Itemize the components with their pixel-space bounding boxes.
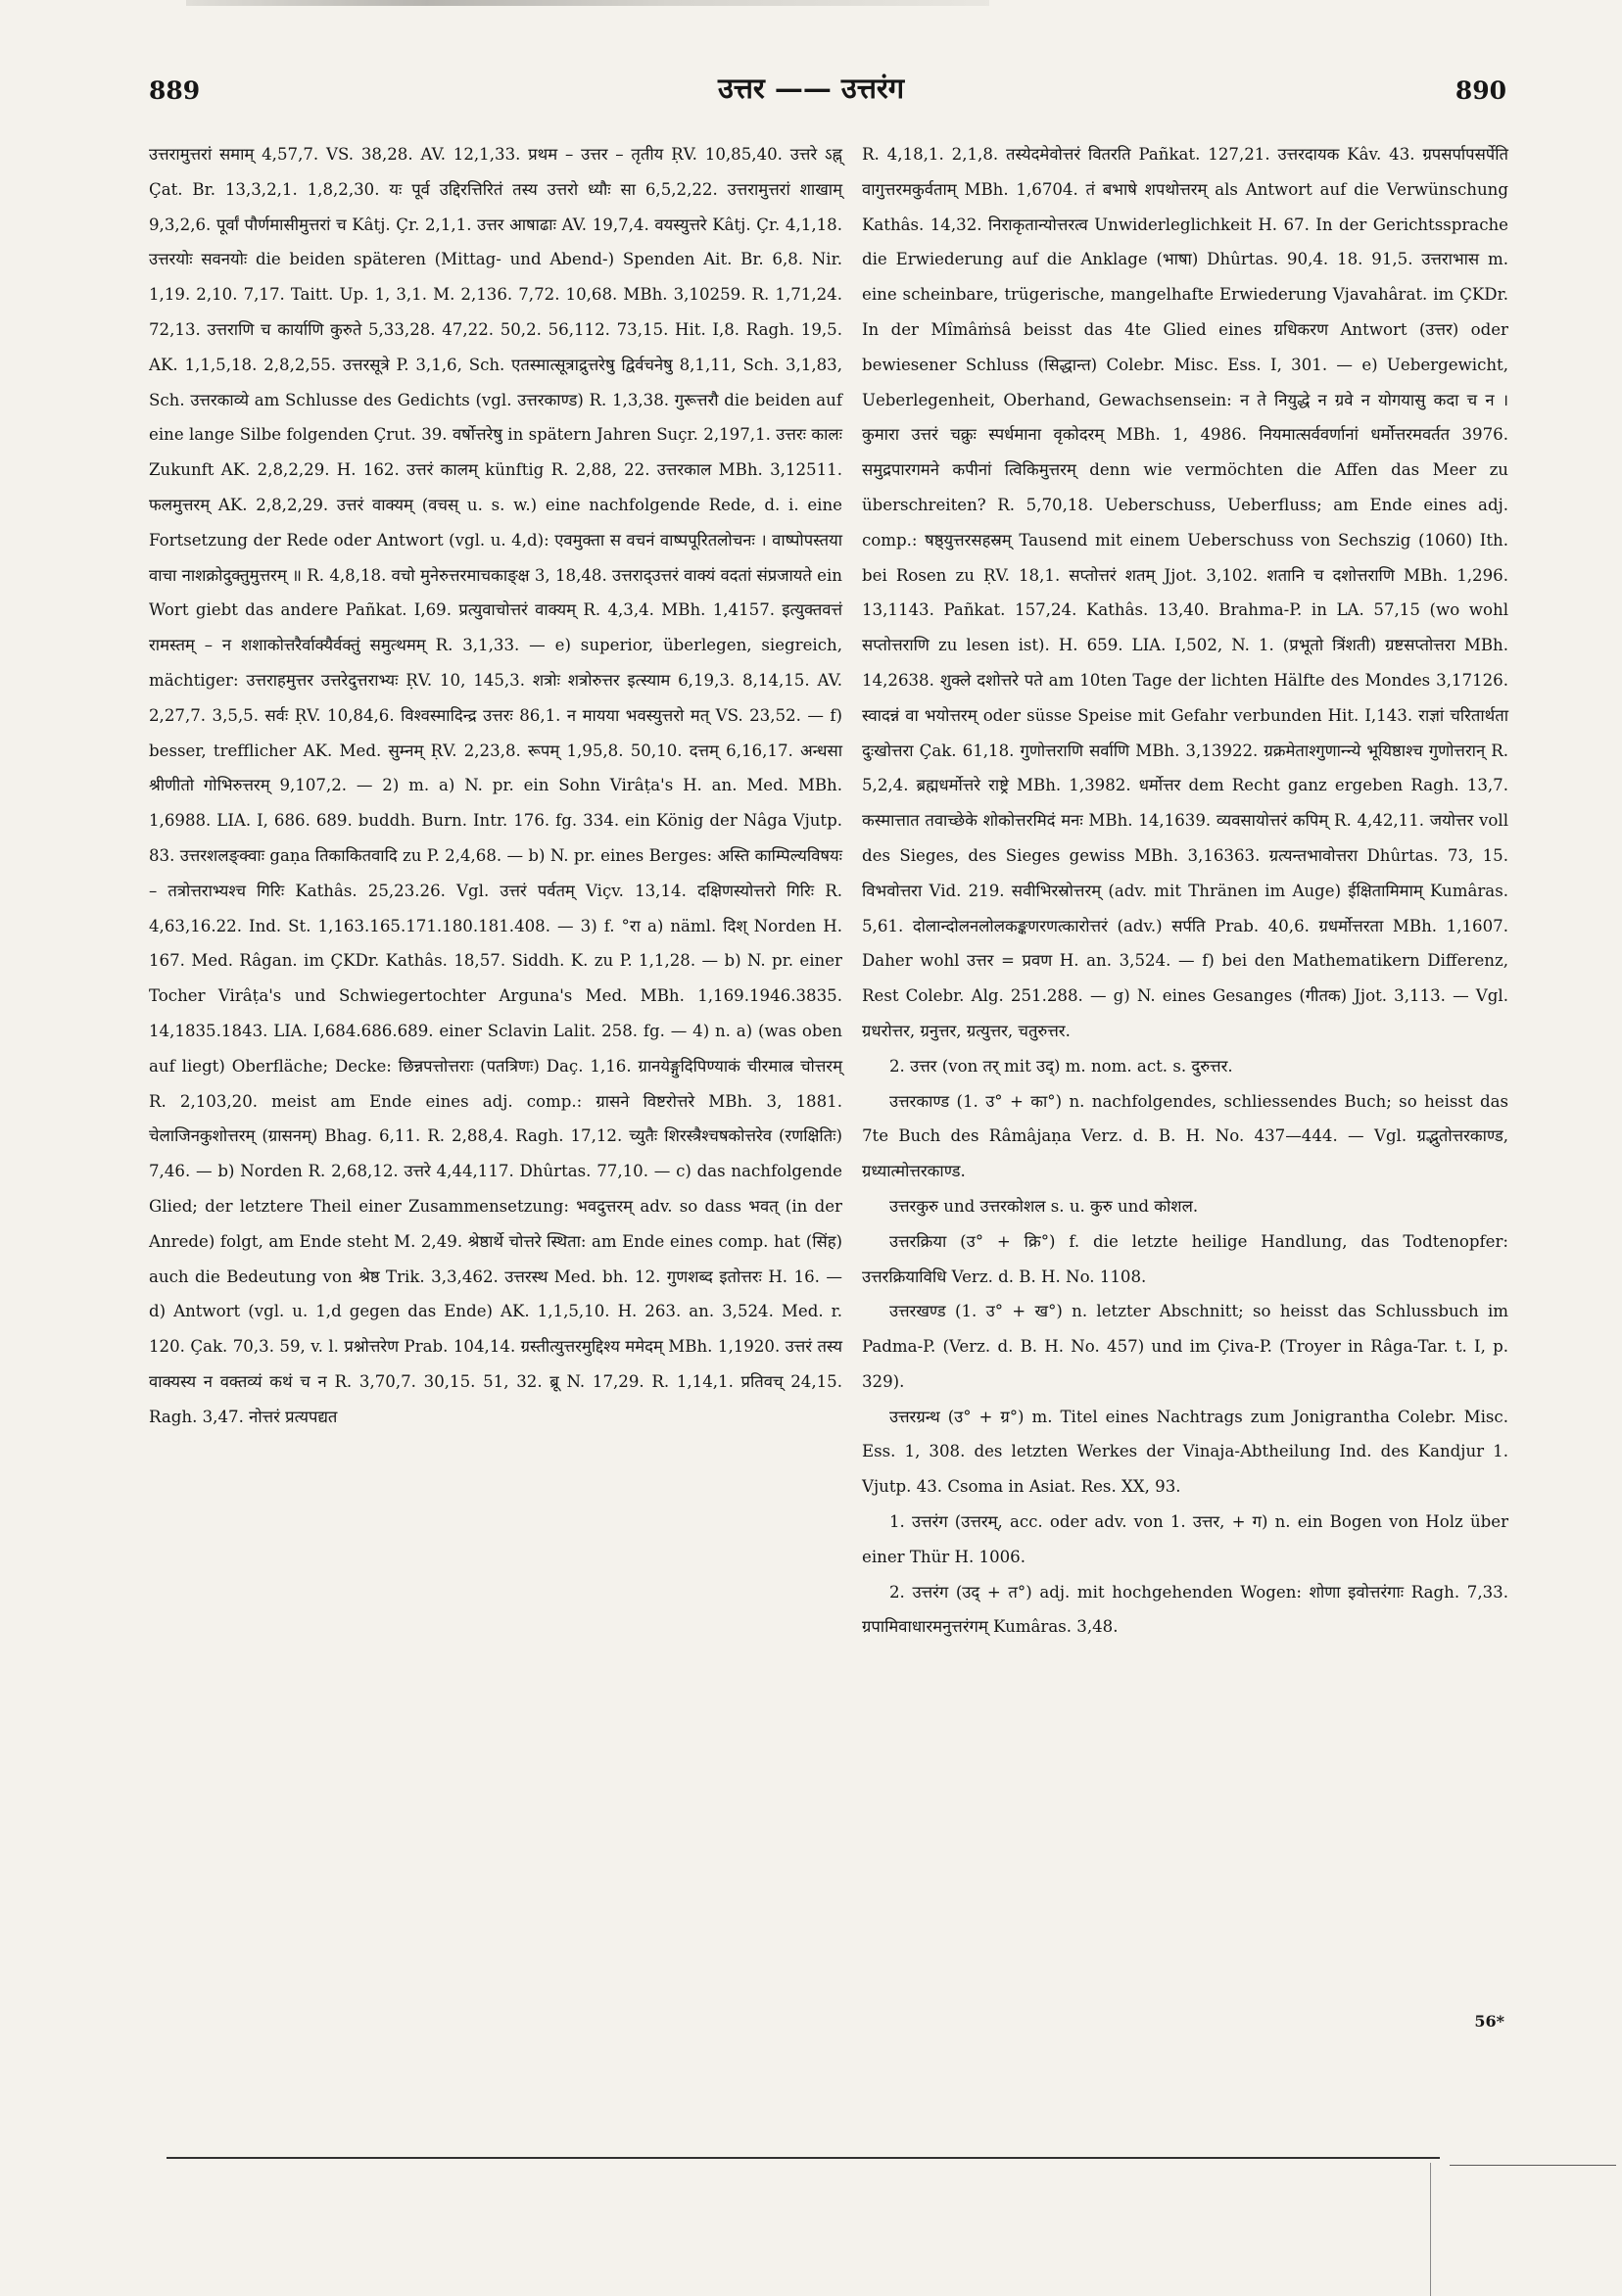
- running-head: उत्तर —— उत्तरंग: [717, 72, 905, 105]
- left-column-text: उत्तरामुत्तरां समाम् 4,57,7. VS. 38,28. AV. 12,1,33. प्रथम – उत्तर – तृतीय ṚV. 10,85,40. उत्तरे ऽह्न् Çat. Br. 13,3,2,1. 1,8,2,30. यः पूर्व उद्दिरत्तिरितं तस्य उत्तरो ध्यौः सा 6,5,2,22. उत्तरामुत्तरां शाखाम् 9,3,2,6. पूर्वां पौर्णमासीमुत्तरां च Kâtj. Çr. 2,1,1. उत्तर आषाढाः AV. 19,7,4. वयस्युत्तरे Kâtj. Çr. 4,1,18. उत्तरयोः सवनयोः die beiden späteren (Mittag- und Abend-) Spenden Ait. Br. 6,8. Nir. 1,19. 2,10. 7,17. Taitt. Up. 1, 3,1. M. 2,136. 7,72. 10,68. MBh. 3,10259. R. 1,71,24. 72,13. उत्तराणि च कार्याणि कुरुते 5,33,28. 47,22. 50,2. 56,112. 73,15. Hit. I,8. Ragh. 19,5. AK. 1,1,5,18. 2,8,2,55. उत्तरसूत्रे P. 3,1,6, Sch. एतस्मात्सूत्राद्रुत्तरेषु द्विर्वचनेषु 8,1,11, Sch. 3,1,83, Sch. उत्तरकाव्ये am Schlusse des Gedichts (vgl. उत्तरकाण्ड) R. 1,3,38. गुरूत्तरौ die beiden auf eine lange Silbe folgenden Çrut. 39. वर्षोत्तरेषु in spätern Jahren Suçr. 2,197,1. उत्तरः कालः Zukunft AK. 2,8,2,29. H. 162. उत्तरं कालम् künftig R. 2,88, 22. उत्तरकाल MBh. 3,12511. फलमुत्तरम् AK. 2,8,2,29. उत्तरं वाक्यम् (वचस् u. s. w.) eine nachfolgende Rede, d. i. eine Fortsetzung der Rede oder Antwort (vgl. u. 4,d): एवमुक्ता स वचनं वाष्पपूरितलोचनः । वाष्पोपस्तया वाचा नाशक्रोदुक्तुमुत्तरम् ॥ R. 4,8,18. वचो मुनेरुत्तरमाचकाङ्क्ष 3, 18,48. उत्तराद्उत्तरं वाक्यं वदतां संप्रजायते ein Wort giebt das andere Pañkat. I,69. प्रत्युवाचोत्तरं वाक्यम् R. 4,3,4. MBh. 1,4157. इत्युक्तवत्तं रामस्तम् – न शशाकोत्तरैर्वाक्यैर्वक्तुं समुत्थमम् R. 3,1,33. — e) superior, überlegen, siegreich, mächtiger: उत्तराहमुत्तर उत्तरेदुत्तराभ्यः ṚV. 10, 145,3. शत्रोः शत्रोरुत्तर इत्स्याम 6,19,3. 8,14,15. AV. 2,27,7. 3,5,5. सर्वः ṚV. 10,84,6. विश्वस्मादिन्द्र उत्तरः 86,1. न मायया भवस्युत्तरो मत् VS. 23,52. — f) besser, trefflicher AK. Med. सुम्नम् ṚV. 2,23,8. रूपम् 1,95,8. 50,10. दत्तम् 6,16,17. अन्धसा श्रीणीतो गोभिरुत्तरम् 9,107,2. — 2) m. a) N. pr. ein Sohn Virâṭa's H. an. Med. MBh. 1,6988. LIA. I, 686. 689. buddh. Burn. Intr. 176. fg. 334. ein König der Nâga Vjutp. 83. उत्तरशलङ्क्वाः gaṇa तिकाकितवादि zu P. 2,4,68. — b) N. pr. eines Berges: अस्ति काम्पिल्यविषयः – तत्रोत्तराभ्यश्च गिरिः Kathâs. 25,23.26. Vgl. उत्तरं पर्वतम् Viçv. 13,14. दक्षिणस्योत्तरो गिरिः R. 4,63,16.22. Ind. St. 1,163.165.171.180.181.408. — 3) f. °रा a) näml. दिश् Norden H. 167. Med. Râgan. im ÇKDr. Kathâs. 18,57. Siddh. K. zu P. 1,1,28. — b) N. pr. einer Tocher Virâṭa's und Schwiegertochter Arguna's Med. MBh. 1,169.1946.3835. 14,1835.1843. LIA. I,684.686.689. einer Sclavin Lalit. 258. fg. — 4) n. a) (was oben auf liegt) Oberfläche; Decke: छिन्नपत्तोत्तराः (पतत्रिणः) Daç. 1,16. ग्रानयेङ्गुदिपिण्याकं चीरमाल्र चोत्तरम् R. 2,103,20. meist am Ende eines adj. comp.: ग्रासने विष्टरोत्तरे MBh. 3, 1881. चेलाजिनकुशोत्तरम् (ग्रासनम्) Bhag. 6,11. R. 2,88,4. Ragh. 17,12. च्युतैः शिरस्त्रैश्चषकोत्तरेव (रणक्षितिः) 7,46. — b) Norden R. 2,68,12. उत्तरे 4,44,117. Dhûrtas. 77,10. — c) das nachfolgende Glied; der letztere Theil einer Zusammensetzung: भवदुत्तरम् adv. so dass भवत् (in der Anrede) folgt, am Ende steht M. 2,49. श्रेष्ठार्थे चोत्तरे स्थिता: am Ende eines comp. hat (सिंह) auch die Bedeutung von श्रेष्ठ Trik. 3,3,462. उत्तरस्थ Med. bh. 12. गुणशब्द इतोत्तरः H. 16. — d) Antwort (vgl. u. 1,d gegen das Ende) AK. 1,1,5,10. H. 263. an. 3,524. Med. r. 120. Çak. 70,3. 59, v. l. प्रश्नोत्तरेण Prab. 104,14. ग्रस्तीत्युत्तरमुद्दिश्य ममेदम् MBh. 1,1920. उत्तरं तस्य वाक्यस्य न वक्तव्यं कथं च न R. 3,70,7. 30,15. 51, 32. ब्रू N. 17,29. R. 1,14,1. प्रतिवच् 24,15. Ragh. 3,47. नोत्तरं प्रत्यपद्यत: [149, 145, 842, 1426]
- page-number-left: 889: [149, 76, 201, 105]
- scan-edge-artifact: [186, 0, 989, 6]
- entry-uttaragrantha: उत्तरग्रन्थ (उ° + ग्र°) m. Titel eines Nachtrags zum Jonigrantha Colebr. Misc. Ess. 1, 308. des letzten Werkes der Vinaja-Abtheilung Ind. des Kandjur 1. Vjutp. 43. Csoma in Asiat. Res. XX, 93.: [862, 1407, 1508, 1497]
- bottom-rule-right: [1450, 2165, 1616, 2166]
- entry-uttaranga-2: 2. उत्तरंग (उद् + त°) adj. mit hochgehenden Wogen: शोणा इवोत्तरंगाः Ragh. 7,33. ग्रपामिवाधारमनुत्तरंगम् Kumâras. 3,48.: [862, 1582, 1508, 1637]
- right-column: [862, 137, 1508, 1645]
- entry-uttaranga-1: 1. उत्तरंग (उत्तरम्, acc. oder adv. von 1. उत्तर, + ग) n. ein Bogen von Holz über einer Thür H. 1006.: [862, 1512, 1508, 1566]
- left-column: [149, 137, 842, 1434]
- page-fold-line: [1430, 2163, 1431, 2296]
- entry-uttarakhanda: उत्तरखण्ड (1. उ° + ख°) n. letzter Abschnitt; so heisst das Schlussbuch im Padma-P. (Verz. d. B. H. No. 457) und im Çiva-P. (Troyer in Râga-Tar. t. I, p. 329).: [862, 1302, 1508, 1391]
- right-column-text: R. 4,18,1. 2,1,8. तस्येदमेवोत्तरं वितरति Pañkat. 127,21. उत्तरदायक Kâv. 43. ग्रपसर्पापसर्पेति वागुत्तरमकुर्वताम् MBh. 1,6704. तं बभाषे शपथोत्तरम् als Antwort auf die Verwünschung Kathâs. 14,32. निराकृतान्योत्तरत्व Unwiderleglichkeit H. 67. In der Gerichtssprache die Erwiederung auf die Anklage (भाषा) Dhûrtas. 90,4. 18. 91,5. उत्तराभास m. eine scheinbare, trügerische, mangelhafte Erwiederung Vjavahârat. im ÇKDr. In der Mîmâṁsâ beisst das 4te Glied eines ग्रधिकरण Antwort (उत्तर) oder bewiesener Schluss (सिद्धान्त) Colebr. Misc. Ess. I, 301. — e) Uebergewicht, Ueberlegenheit, Oberhand, Gewachsensein: न ते नियुद्धे न ग्रवे न योगयासु कदा च न । कुमारा उत्तरं चक्रुः स्पर्धमाना वृकोदरम् MBh. 1, 4986. नियमात्सर्ववर्णानां धर्मोत्तरमवर्तत 3976. समुद्रपारगमने कपीनां त्विकिमुत्तरम् denn wie vermöchten die Affen das Meer zu überschreiten? R. 5,70,18. Ueberschuss, Ueberfluss; am Ende eines adj. comp.: षष्ठ्युत्तरसहस्रम् Tausend mit einem Ueberschuss von Sechszig (1060) Ith. bei Rosen zu ṚV. 18,1. सप्तोत्तरं शतम् Jjot. 3,102. शतानि च दशोत्तराणि MBh. 1,296. 13,1143. Pañkat. 157,24. Kathâs. 13,40. Brahma-P. in LA. 57,15 (wo wohl सप्तोत्तराणि zu lesen ist). H. 659. LIA. I,502, N. 1. (प्रभूतो त्रिंशती) ग्रष्टसप्तोत्तरा MBh. 14,2638. शुक्ले दशोत्तरे पते am 10ten Tage der lichten Hälfte des Mondes 3,17126. स्वादन्नं वा भयोत्तरम् oder süsse Speise mit Gefahr verbunden Hit. I,143. राज्ञां चरितार्थता दुःखोत्तरा Çak. 61,18. गुणोत्तराणि सर्वाणि MBh. 3,13922. ग्रक्रमेताश्गुणान्न्ये भूयिष्ठाश्च गुणोत्तरान् R. 5,2,4. ब्रह्मधर्मोत्तरे राष्ट्रे MBh. 1,3982. धर्मोत्तर dem Recht ganz ergeben Ragh. 13,7. कस्मात्तात तवाच्छेके शोकोत्तरमिदं मनः MBh. 14,1639. व्यवसायोत्तरं कपिम् R. 4,42,11. जयोत्तर voll des Sieges, des Sieges gewiss MBh. 3,16363. ग्रत्यन्तभावोत्तरा Dhûrtas. 73, 15. विभवोत्तरा Vid. 219. सवीभिरस्रोत्तरम् (adv. mit Thränen im Auge) ईक्षितामिमाम् Kumâras. 5,61. दोलान्दोलनलोलकङ्कणरणत्कारोत्तरं (adv.) सर्पति Prab. 40,6. ग्रधर्मोत्तरता MBh. 1,1607. Daher wohl उत्तर = प्रवण H. an. 3,524. — f) bei den Mathematikern Differenz, Rest Colebr. Alg. 251.288. — g) N. eines Gesanges (गीतक) Jjot. 3,113. — Vgl. ग्रधरोत्तर, ग्रनुत्तर, ग्रत्युत्तर, चतुरुत्तर.: [862, 145, 1508, 1040]
- bottom-rule: [167, 2157, 1440, 2159]
- entry-uttarakanda: उत्तरकाण्ड (1. उ° + का°) n. nachfolgendes, schliessendes Buch; so heisst das 7te Buch des Râmâjaṇa Verz. d. B. H. No. 437—444. — Vgl. ग्रद्भुतोत्तरकाण्ड, ग्रध्यात्मोत्तरकाण्ड.: [862, 1091, 1508, 1181]
- entry-uttarakriya: उत्तरक्रिया (उ° + क्रि°) f. die letzte heilige Handlung, das Todtenopfer: उत्तरक्रियाविधि Verz. d. B. H. No. 1108.: [862, 1231, 1508, 1286]
- entry-uttarakuru: उत्तरकुरु und उत्तरकोशल s. u. कुरु und कोशल.: [889, 1196, 1199, 1216]
- page-number-right: 890: [1455, 76, 1506, 105]
- signature-mark: 56*: [1474, 2012, 1504, 2031]
- entry-uttara-2: 2. उत्तर (von तर् mit उद्) m. nom. act. s. दुरुत्तर.: [889, 1056, 1233, 1076]
